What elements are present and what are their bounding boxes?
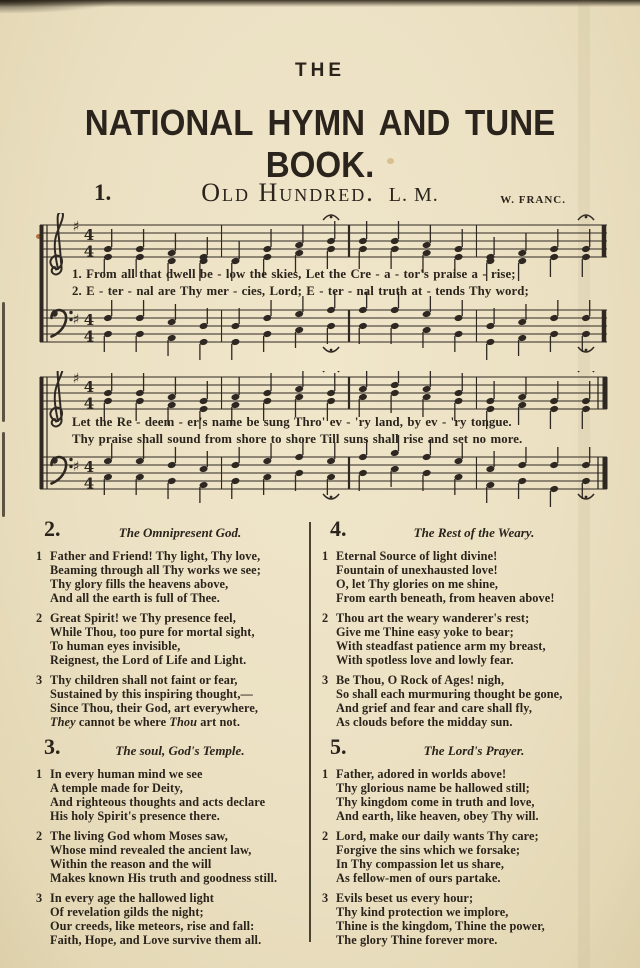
tune-number: 1.	[94, 180, 112, 205]
svg-text:4: 4	[83, 226, 95, 244]
gutter-shadow	[2, 302, 5, 422]
book-title: NATIONAL HYMN AND TUNE BOOK.	[84, 102, 556, 185]
hymn-verse	[36, 767, 304, 823]
verse-lines: Father, adored in worlds above! Thy glorious name be hallowed still; Thy kingdom come in truth and love, And earth, like heaven, obey Thy will.	[336, 767, 539, 823]
hymn-verse	[322, 767, 606, 823]
lyric-line-verse-2: 2. E - ter - nal are Thy mer - cies, Lord; E - ter - nal truth at - tends Thy word;	[72, 284, 529, 298]
svg-text:4: 4	[83, 394, 95, 413]
hymn-verse	[36, 611, 304, 667]
verse-lines: Lord, make our daily wants Thy care; Forgive the sins which we forsake; In Thy compassion let us share, As fellow-men of ours partake.	[336, 829, 539, 885]
tune-header	[30, 178, 610, 216]
hymn-verse	[322, 673, 606, 729]
hymn-4	[322, 518, 606, 729]
verse-lines: In every human mind we see A temple made for Deity, And righteous thoughts and acts declare His holy Spirit's presence there.	[50, 767, 266, 823]
verse-number: 1	[322, 767, 329, 781]
tune-title: Old Hundred.	[201, 178, 375, 207]
gutter-shadow	[2, 432, 5, 517]
lyric-line-verse-1: 1. From all that dwell be - low the skies, Let the Cre - a - tor's praise a - rise;	[72, 267, 516, 281]
hymn-verse	[322, 611, 606, 667]
svg-text:4: 4	[83, 327, 95, 346]
hymn-header	[322, 736, 606, 763]
verse-lines: Thou art the weary wanderer's rest; Give me Thine easy yoke to bear; With steadfast patience arm my breast, With spotless love and lowly fear.	[336, 611, 546, 667]
hymn-verse	[36, 673, 304, 729]
verse-number: 3	[36, 891, 43, 905]
svg-text:♯: ♯	[72, 219, 80, 235]
svg-text:4: 4	[83, 311, 95, 329]
column-divider	[309, 522, 311, 942]
verse-lines: Be Thou, O Rock of Ages! nigh, So shall each murmuring thought be gone, And grief and fear and care shall fly, As clouds before the midday sun.	[336, 673, 563, 729]
lyric-line-verse-3: Let the Re - deem - er's name be sung Thro' ev - 'ry land, by ev - 'ry tongue.	[72, 415, 512, 429]
verse-lines: Eternal Source of light divine! Fountain of unexhausted love! O, let Thy glories on me shine, From earth beneath, from heaven above!	[336, 549, 555, 605]
hymn-5	[322, 736, 606, 947]
hymn-column-right	[322, 518, 606, 954]
music-system-1	[30, 213, 610, 365]
verse-number: 1	[36, 549, 43, 563]
hymn-3	[36, 736, 304, 947]
hymn-number: 2.	[44, 516, 61, 541]
svg-text:4: 4	[83, 378, 95, 396]
hymn-title: The Lord's Prayer.	[423, 743, 525, 758]
verse-number: 3	[322, 891, 329, 905]
verse-number: 1	[322, 549, 329, 563]
verse-number: 2	[36, 611, 43, 625]
hymn-number: 4.	[330, 516, 347, 541]
svg-text:♯: ♯	[72, 459, 80, 475]
hymn-title: The Rest of the Weary.	[413, 525, 535, 540]
verse-lines: Great Spirit! we Thy presence feel, While Thou, too pure for mortal sight, To human eyes invisible, Reignest, the Lord of Life and Light.	[50, 611, 255, 667]
hymn-header	[322, 518, 606, 545]
music-system-2	[30, 371, 610, 513]
verse-lines: Thy children shall not faint or fear, Sustained by this inspiring thought,— Since Thou, their God, art everywhere, They cannot be where Thou art not.	[50, 673, 259, 729]
verse-lines: In every age the hallowed light Of revelation gilds the night; Our creeds, like meteors, rise and fall: Faith, Hope, and Love survive them all.	[50, 891, 262, 947]
tune-meter: L. M.	[388, 184, 439, 206]
svg-text:4: 4	[83, 242, 95, 261]
verse-number: 3	[322, 673, 329, 687]
svg-text:♯: ♯	[72, 371, 80, 387]
hymn-verse	[322, 549, 606, 605]
verse-lines: The living God whom Moses saw, Whose mind revealed the ancient law, Within the reason and the will Makes known His truth and goodness still.	[50, 829, 278, 885]
verse-number: 2	[322, 829, 329, 843]
verse-number: 3	[36, 673, 43, 687]
svg-text:4: 4	[83, 474, 95, 493]
verse-lines: Father and Friend! Thy light, Thy love, Beaming through all Thy works we see; Thy glory fills the heavens above, And all the earth is full of Thee.	[50, 549, 261, 605]
verse-number: 2	[36, 829, 43, 843]
verse-number: 2	[322, 611, 329, 625]
hymn-verse	[36, 829, 304, 885]
hymn-verse	[36, 549, 304, 605]
scan-corner-shadow	[0, 0, 120, 14]
hymn-header	[36, 736, 304, 763]
verse-lines: Evils beset us every hour; Thy kind protection we implore, Thine is the kingdom, Thine the power, The glory Thine forever more.	[336, 891, 545, 947]
hymn-verse	[322, 891, 606, 947]
svg-text:♯: ♯	[72, 312, 80, 328]
svg-text:4: 4	[83, 458, 95, 476]
hymn-2	[36, 518, 304, 729]
hymn-title: The Omnipresent God.	[118, 525, 242, 540]
hymn-verse	[36, 891, 304, 947]
lyric-line-verse-4: Thy praise shall sound from shore to shore Till suns shall rise and set no more.	[72, 432, 523, 446]
hymn-number: 5.	[330, 734, 347, 759]
hymn-header	[36, 518, 304, 545]
series-title: THE	[295, 60, 345, 81]
hymn-number: 3.	[44, 734, 61, 759]
hymn-column-left	[36, 518, 304, 954]
tune-composer: W. FRANC.	[500, 194, 566, 206]
hymn-title: The soul, God's Temple.	[115, 743, 245, 758]
hymn-verse	[322, 829, 606, 885]
verse-number: 1	[36, 767, 43, 781]
